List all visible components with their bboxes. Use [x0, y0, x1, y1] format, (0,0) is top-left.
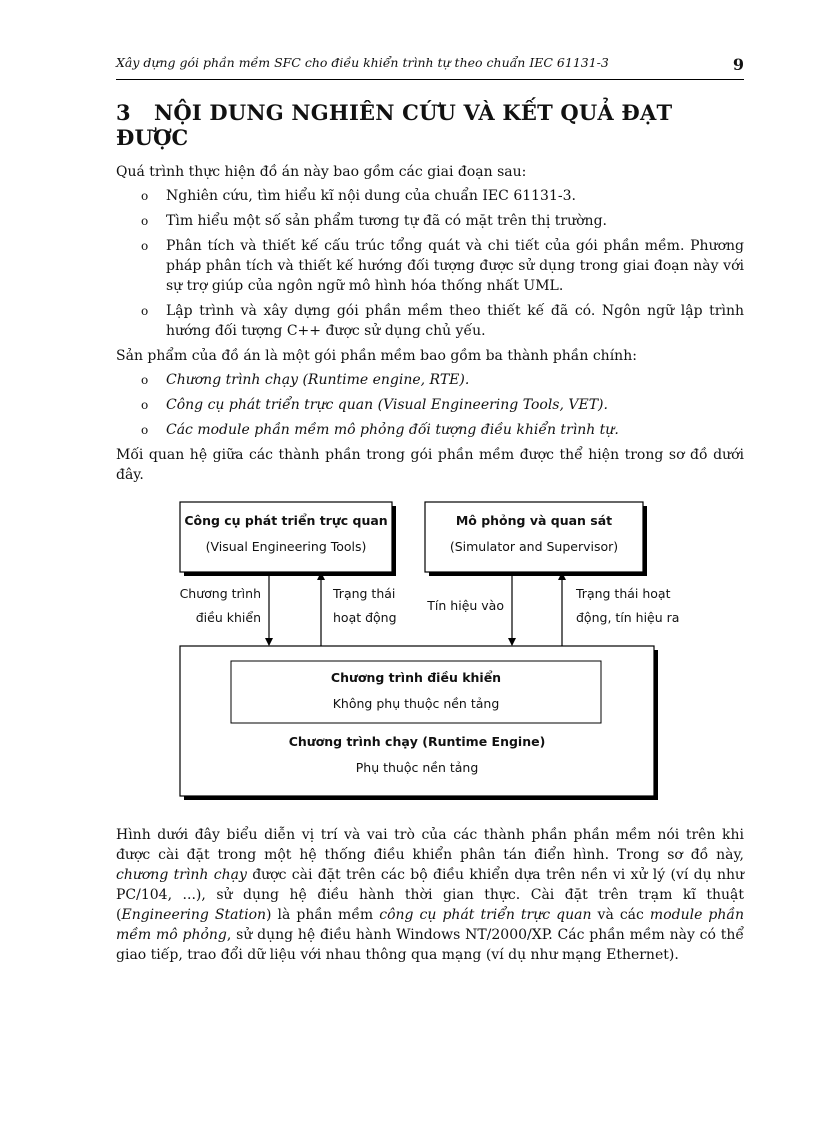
- bullet-icon: o: [141, 304, 149, 318]
- rte-subtitle: Phụ thuộc nền tảng: [355, 760, 479, 775]
- rte-title: Chương trình chạy (Runtime Engine): [288, 734, 546, 749]
- running-header: [116, 55, 744, 80]
- bullet-icon: o: [141, 423, 149, 437]
- page-number: 9: [732, 55, 744, 74]
- vet-box-label: [180, 508, 392, 560]
- bullet-icon: o: [141, 398, 149, 412]
- phases-intro: Quá trình thực hiện đồ án này bao gồm các giai đoạn sau:: [116, 164, 527, 180]
- vet-title: Công cụ phát triển trực quan: [184, 513, 388, 528]
- ctrl-subtitle: Không phụ thuộc nền tảng: [332, 696, 500, 711]
- sim-subtitle: (Simulator and Supervisor): [449, 539, 619, 554]
- list-item: o Các module phần mềm mô phỏng đối tượng điều khiển trình tự.: [141, 422, 619, 438]
- ctrl-title: Chương trình điều khiển: [330, 670, 502, 685]
- bullet-icon: o: [141, 239, 149, 253]
- sim-title: Mô phỏng và quan sát: [455, 513, 613, 528]
- bullet-icon: o: [141, 189, 149, 203]
- arrow1-label: Chương trình điều khiển: [179, 586, 261, 625]
- list-item: o Tìm hiểu một số sản phẩm tương tự đã có mặt trên thị trường.: [141, 213, 607, 229]
- sim-box-label: [425, 508, 643, 560]
- rte-box-label: [180, 729, 654, 781]
- list-item: o Chương trình chạy (Runtime engine, RTE).: [141, 372, 470, 388]
- section-title: NỘI DUNG NGHIÊN CỨU VÀ KẾT QUẢ ĐẠT ĐƯỢC: [116, 100, 673, 150]
- running-title: Xây dựng gói phần mềm SFC cho điều khiển trình tự theo chuẩn IEC 61131-3: [116, 55, 609, 70]
- closing-paragraph: Hình dưới đây biểu diễn vị trí và vai trò của các thành phần phần mềm nói trên khi được cài đặt trong một hệ thống điều khiển phân tán điển hình. Trong sơ đồ này, chương trình chạy được cài đặt trên các bộ điều khiển dựa trên nền vi xử lý (ví dụ như PC/104, ...), sử dụng hệ điều hành thời gian thực. Cài đặt trên trạm kĩ thuật (Engineering Station) là phần mềm công cụ phát triển trực quan và các module phần mềm mô phỏng, sử dụng hệ điều hành Windows NT/2000/XP. Các phần mềm này có thể giao tiếp, trao đổi dữ liệu với nhau thông qua mạng (ví dụ như mạng Ethernet).: [116, 827, 745, 963]
- architecture-diagram: [116, 493, 744, 811]
- section-heading: [116, 100, 744, 150]
- list-item: o Lập trình và xây dựng gói phần mềm theo thiết kế đã có. Ngôn ngữ lập trình hướng đối tượng C++ được sử dụng chủ yếu.: [141, 303, 744, 339]
- list-item: o Nghiên cứu, tìm hiểu kĩ nội dung của chuẩn IEC 61131-3.: [141, 188, 576, 204]
- components-list: [116, 370, 744, 440]
- bullet-icon: o: [141, 214, 149, 228]
- product-intro: Sản phẩm của đồ án là một gói phần mềm bao gồm ba thành phần chính:: [116, 348, 637, 364]
- section-number: 3: [116, 100, 131, 125]
- list-item: o Công cụ phát triển trực quan (Visual Engineering Tools, VET).: [141, 397, 608, 413]
- ctrl-box-label: [231, 665, 601, 717]
- phases-list: [116, 186, 744, 341]
- arrow3-label: Tín hiệu vào: [427, 598, 504, 613]
- vet-subtitle: (Visual Engineering Tools): [205, 539, 367, 554]
- relation-paragraph: Mối quan hệ giữa các thành phần trong gói phần mềm được thể hiện trong sơ đồ dưới đây.: [116, 447, 744, 483]
- arrow2-label: Trạng thái hoạt động: [333, 586, 397, 625]
- list-item: o Phân tích và thiết kế cấu trúc tổng quát và chi tiết của gói phần mềm. Phương pháp phân tích và thiết kế hướng đối tượng được sử dụng trong giai đoạn này với sự trợ giúp của ngôn ngữ mô hình hóa thống nhất UML.: [141, 238, 744, 294]
- arrow4-label: Trạng thái hoạt động, tín hiệu ra: [576, 586, 680, 625]
- page-content: [116, 100, 744, 965]
- bullet-icon: o: [141, 373, 149, 387]
